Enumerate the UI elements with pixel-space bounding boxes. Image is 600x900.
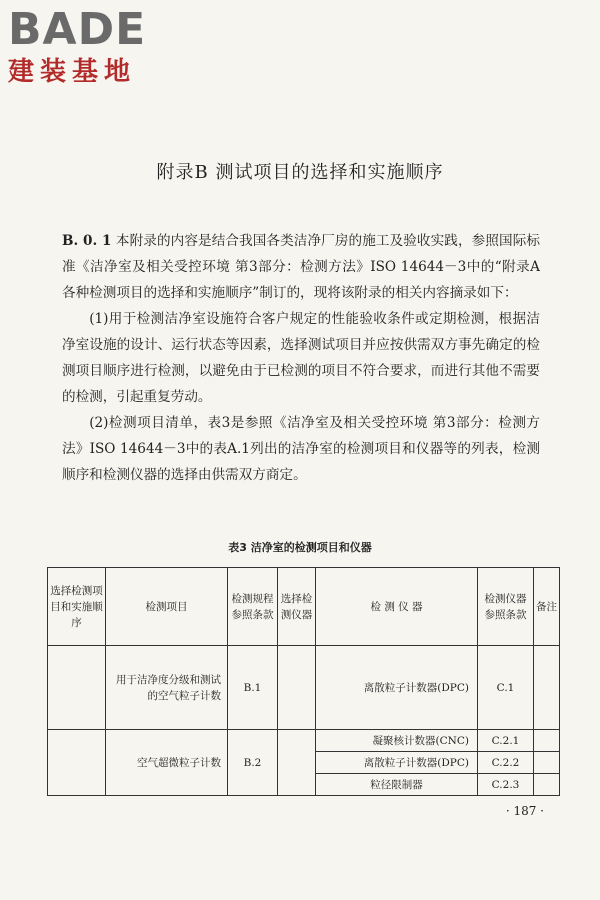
cell-remark (534, 730, 560, 752)
logo-text-en: BADE (8, 4, 147, 55)
paragraph-2: (2)检测项目清单，表3是参照《洁净室及相关受控环境 第3部分：检测方法》ISO 14644－3中的表A.1列出的洁净室的检测项目和仪器等的列表，检测顺序和检测仪器的选择由供需双方商定。 (62, 415, 540, 483)
header-order: 选择检测项目和实施顺序 (48, 568, 106, 646)
table-caption: 表3 洁净室的检测项目和仪器 (228, 541, 372, 554)
cell-order (48, 730, 106, 796)
cell-instrument: 凝聚核计数器(CNC) (316, 730, 478, 752)
table-row (48, 646, 560, 730)
body-text (62, 228, 540, 488)
header-item: 检测项目 (106, 568, 228, 646)
section-intro (62, 228, 540, 306)
cell-select (278, 730, 316, 796)
test-items-table (47, 567, 560, 796)
cell-remark (534, 752, 560, 774)
page-number: · 187 · (505, 804, 544, 818)
header-select-instrument: 选择检测仪器 (278, 568, 316, 646)
table-header-row (48, 568, 560, 646)
paragraph-1: (1)用于检测洁净室设施符合客户规定的性能验收条件或定期检测，根据洁净室设施的设计、运行状态等因素，选择测试项目并应按供需双方事先确定的检测项目顺序进行检测，以避免由于已检测的项目不符合要求，而进行其他不需要的检测，引起重复劳动。 (62, 311, 540, 405)
cell-select (278, 646, 316, 730)
cell-instrument-clause: C.1 (478, 646, 534, 730)
table-row (48, 730, 560, 752)
cell-item: 用于洁净度分级和测试的空气粒子计数 (106, 646, 228, 730)
cell-instrument-clause: C.2.2 (478, 752, 534, 774)
header-instrument-clause: 检测仪器参照条款 (478, 568, 534, 646)
cell-instrument: 离散粒子计数器(DPC) (316, 646, 478, 730)
cell-instrument-clause: C.2.3 (478, 774, 534, 796)
header-clause: 检测规程参照条款 (228, 568, 278, 646)
cell-instrument: 离散粒子计数器(DPC) (316, 752, 478, 774)
cell-clause: B.1 (228, 646, 278, 730)
cell-instrument: 粒径限制器 (316, 774, 478, 796)
header-remark: 备注 (534, 568, 560, 646)
cell-remark (534, 774, 560, 796)
cell-instrument-clause: C.2.1 (478, 730, 534, 752)
section-number: B. 0. 1 (62, 233, 112, 249)
page-title: 附录B 测试项目的选择和实施顺序 (156, 162, 444, 183)
cell-order (48, 646, 106, 730)
cell-item: 空气超微粒子计数 (106, 730, 228, 796)
cell-remark (534, 646, 560, 730)
logo-text-cn: 建装基地 (8, 57, 137, 87)
header-instrument: 检 测 仪 器 (316, 568, 478, 646)
cell-clause: B.2 (228, 730, 278, 796)
brand-logo (8, 6, 146, 88)
intro-text: 本附录的内容是结合我国各类洁净厂房的施工及验收实践，参照国际标准《洁净室及相关受控环境 第3部分：检测方法》ISO 14644－3中的“附录A各种检测项目的选择和实施顺序”制订的，现将该附录的相关内容摘录如下： (62, 233, 540, 301)
